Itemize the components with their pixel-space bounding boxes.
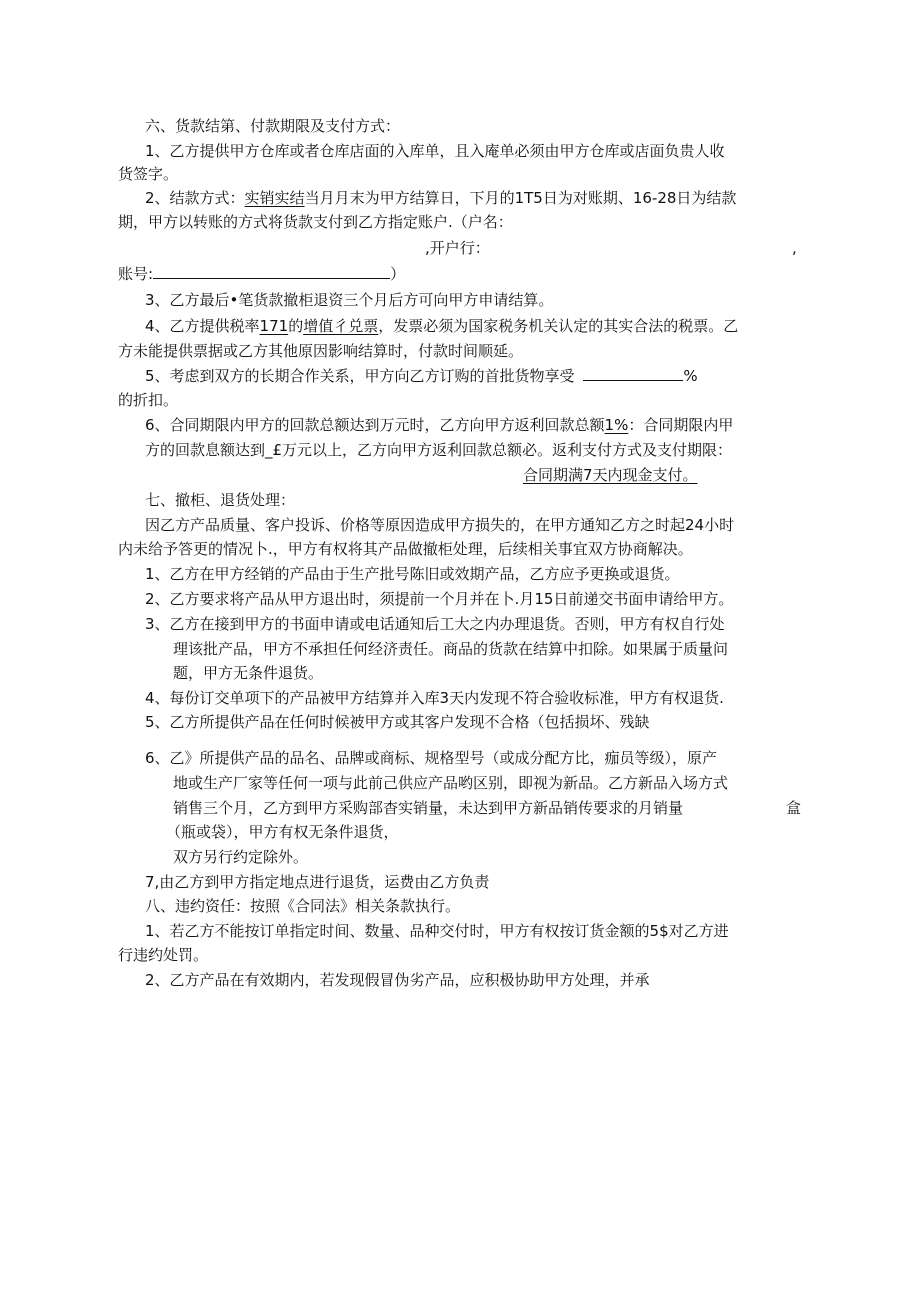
s6-item4-tax-rate: 171 bbox=[259, 317, 289, 335]
s6-item6-rebate-rate: 1% bbox=[604, 416, 629, 434]
s6-item1-line2: 货签字。 bbox=[118, 165, 179, 183]
s7-item6-line4: （瓶或袋），甲方有权无条件退货， bbox=[166, 823, 399, 841]
s6-item6-line3: 合同期满7天内现金支付。 bbox=[523, 466, 698, 484]
s6-item6-line2: 方的回款息额达到_£万元以上，乙方向甲方返利回款总额必。返利支付方式及支付期限： bbox=[145, 441, 733, 459]
s7-item5: 5、乙方所提供产品在任何时候被甲方或其客户发现不合格（包括损坏、残缺 bbox=[145, 713, 650, 731]
s7-item3-line1: 3、乙方在接到甲方的书面申请或电话通知后工大之内办理退货。否则，甲方有权自行处 bbox=[145, 615, 725, 633]
s7-intro-line2: 内未给予答更的情况卜.，甲方有权将其产品做撤柜处理，后续相关事宜双方协商解决。 bbox=[118, 540, 693, 558]
s7-item6-line5: 双方另行约定除外。 bbox=[173, 848, 309, 866]
s6-item2-account-close: ） bbox=[390, 265, 406, 283]
s7-item2: 2、乙方要求将产品从甲方退出时，须提前一个月并在卜.月15日前递交书面申请给甲方。 bbox=[145, 590, 734, 608]
s7-item6-line3: 销售三个月，乙方到甲方采购部杳实销量，未达到甲方新品销传要求的月销量 bbox=[173, 799, 684, 817]
s6-item2-bank-label: ,开户行： bbox=[425, 239, 490, 257]
discount-blank bbox=[583, 364, 683, 381]
section-8-heading: 八、违约资任：按照《合同法》相关条款执行。 bbox=[145, 897, 461, 915]
s6-item4-line1 bbox=[145, 314, 738, 338]
s6-item6-rest: ：合同期限内甲 bbox=[628, 416, 734, 434]
s7-intro-line1: 因乙方产品质量、客户投诉、价格等原因造成甲方损失的，在甲方通知乙方之时起24小时 bbox=[145, 516, 735, 534]
section-7-heading: 七、撤柜、退货处理： bbox=[145, 491, 296, 509]
s6-item4-of: 的 bbox=[288, 317, 304, 335]
s6-item6-text: 6、合同期限内甲方的回款总额达到万元时，乙方向甲方返利回款总额 bbox=[145, 416, 605, 434]
s6-item1-line1: 1、乙方提供甲方仓库或者仓库店面的入库单，且入庵单必须由甲方仓库或店面负贵人收 bbox=[145, 142, 725, 160]
s6-item5-line1 bbox=[145, 364, 698, 388]
s7-item6-line2: 地或生产厂家等任何一项与此前己供应产品哟区别，即视为新品。乙方新品入场方式 bbox=[173, 774, 729, 792]
s6-item4-rest: ，发票必须为国家税务机关认定的其实合法的税票。乙 bbox=[378, 317, 739, 335]
s6-item4-prefix: 4、乙方提供税率 bbox=[145, 317, 260, 335]
s7-item6-line1: 6、乙》所提供产品的品名、品牌或商标、规格型号（或成分配方比，痂员等级），原产 bbox=[145, 749, 718, 767]
s6-item5-text: 5、考虑到双方的长期合作关系，甲方向乙方订购的首批货物享受 bbox=[145, 367, 575, 385]
s6-item2-line1 bbox=[145, 186, 736, 210]
s6-item4-invoice-type: 增值彳兑票 bbox=[303, 317, 379, 335]
s8-item2: 2、乙方产品在有效期内，若发现假冒伪劣产品，应积极协助甲方处理，并承 bbox=[145, 971, 650, 989]
s6-item4-line2: 方未能提供票据或乙方其他原因影响结算时，付款时间顺延。 bbox=[118, 342, 524, 360]
s7-item3-line3: 题，甲方无条件退货。 bbox=[173, 664, 324, 682]
s7-item3-line2: 理该批产品，甲方不承担任何经济责任。商品的货款在结算中扣除。如果属于质量问 bbox=[173, 640, 729, 658]
s6-item2-account-label: 账号: bbox=[118, 265, 154, 283]
s6-item5-line2: 的折扣。 bbox=[118, 391, 179, 409]
account-number-blank bbox=[153, 262, 390, 279]
s7-item7: 7,由乙方到甲方指定地点进行退货，运费由乙方负责 bbox=[145, 873, 490, 891]
s6-item2-settlement-method: 实销实结 bbox=[244, 189, 305, 207]
s7-item1: 1、乙方在甲方经销的产品由于生产批号陈旧或效期产品，乙方应予更换或退货。 bbox=[145, 565, 680, 583]
s6-item5-percent: % bbox=[683, 367, 698, 385]
s6-item6-line1 bbox=[145, 413, 733, 437]
s6-item2-bank-comma: , bbox=[792, 239, 797, 257]
s7-item6-box-unit: 盒 bbox=[786, 799, 802, 817]
s8-item1-line2: 行违约处罚。 bbox=[118, 946, 209, 964]
s6-item2-line2: 期，甲方以转账的方式将货款支付到乙方指定账户.（户名： bbox=[118, 213, 513, 231]
s7-item4: 4、每份订交单项下的产品被甲方结算并入库3天内发现不符合验收标准，甲方有权退货. bbox=[145, 689, 724, 707]
s6-item3: 3、乙方最后•笔货款撤柜退资三个月后方可向甲方申请结算。 bbox=[145, 291, 554, 309]
s8-item1-line1: 1、若乙方不能按订单指定时间、数量、品种交付时，甲方有权按订货金额的5$对乙方进 bbox=[145, 922, 729, 940]
s6-item2-rest: 当月月末为甲方结算日，下月的1T5日为对账期、16-28日为结款 bbox=[304, 189, 737, 207]
s6-item2-prefix: 2、结款方式： bbox=[145, 189, 245, 207]
s6-item2-account-line bbox=[118, 262, 405, 286]
section-6-heading: 六、货款结第、付款期限及支付方式： bbox=[145, 117, 401, 135]
